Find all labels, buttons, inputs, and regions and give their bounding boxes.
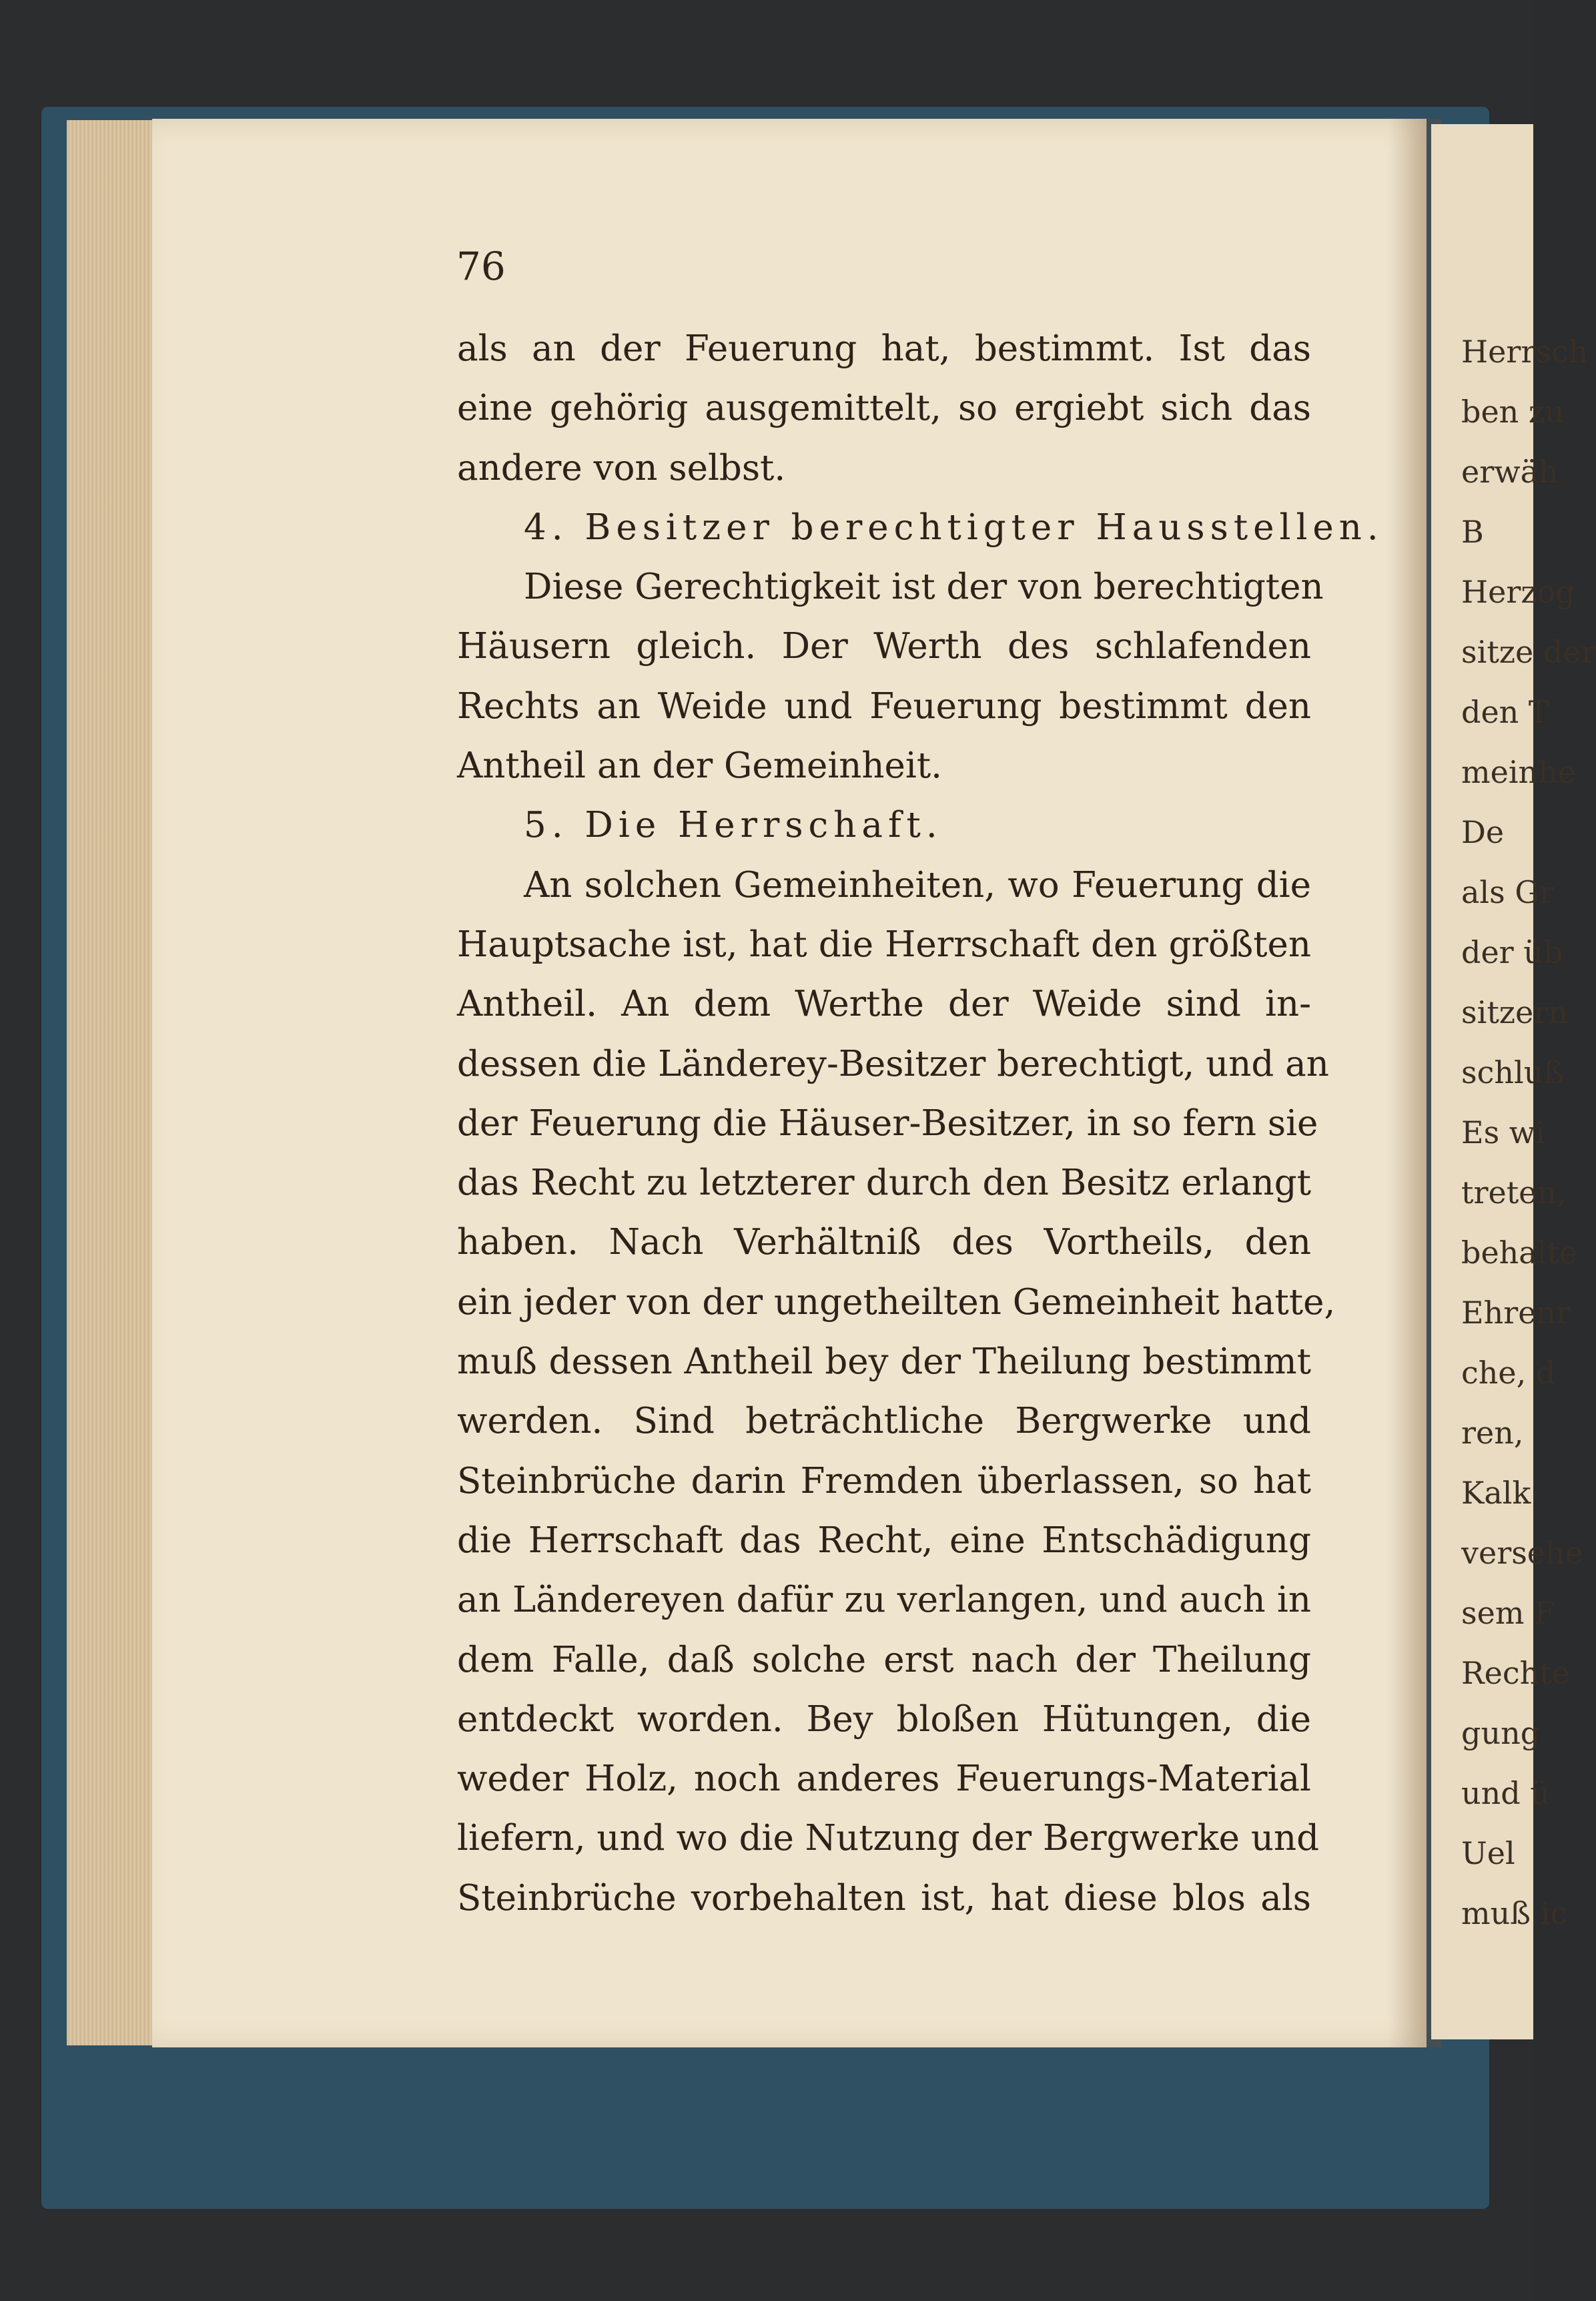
- text-line: an Ländereyen dafür zu verlangen, und auch in: [457, 1580, 1311, 1621]
- next-page-fragment: che, d: [1461, 1355, 1556, 1391]
- text-line: Antheil an der Gemeinheit.: [457, 745, 943, 787]
- next-page-fragment: De: [1461, 814, 1505, 850]
- next-page-fragment: der üb: [1461, 934, 1563, 970]
- text-line: Häusern gleich. Der Werth des schlafenden: [457, 626, 1311, 667]
- text-line: An solchen Gemeinheiten, wo Feuerung die: [524, 864, 1311, 906]
- next-page-fragment: erwäh: [1461, 454, 1559, 490]
- next-page-fragment: ren,: [1461, 1415, 1524, 1451]
- next-page-fragment: Uel: [1461, 1835, 1515, 1871]
- next-page-fragment: und ü: [1461, 1775, 1550, 1811]
- text-line: als an der Feuerung hat, bestimmt. Ist das: [457, 328, 1311, 369]
- page-text: [457, 319, 1384, 1928]
- next-page-fragment: B: [1461, 514, 1484, 550]
- next-page-fragment: Es wi: [1461, 1114, 1545, 1150]
- next-page-fragment: Herrsch: [1461, 334, 1589, 370]
- section-heading: 4. Besitzer berechtigter Hausstellen.: [524, 507, 1384, 548]
- text-line: Hauptsache ist, hat die Herrschaft den größten: [457, 924, 1311, 965]
- text-line: die Herrschaft das Recht, eine Entschädigung: [457, 1520, 1311, 1561]
- next-page-fragment: sitzern: [1461, 994, 1568, 1030]
- text-line: Diese Gerechtigkeit ist der von berechtigten: [524, 567, 1324, 608]
- text-line: dem Falle, daß solche erst nach der Theilung: [457, 1639, 1311, 1680]
- next-page-fragment: treten,: [1461, 1175, 1567, 1211]
- text-line: Rechts an Weide und Feuerung bestimmt den: [457, 685, 1311, 727]
- text-line: das Recht zu letzterer durch den Besitz erlangt: [457, 1163, 1311, 1204]
- text-line: der Feuerung die Häuser-Besitzer, in so fern sie: [457, 1102, 1318, 1144]
- next-page-fragment: schluß: [1461, 1054, 1565, 1090]
- next-page-fragment: muß ic: [1461, 1895, 1568, 1931]
- next-page-fragment: sem F: [1461, 1595, 1555, 1631]
- next-page-fragment: Rechte: [1461, 1655, 1570, 1691]
- text-line: Antheil. An dem Werthe der Weide sind in-: [457, 984, 1311, 1025]
- text-line: Steinbrüche vorbehalten ist, hat diese blos als: [457, 1877, 1311, 1919]
- text-line: weder Holz, noch anderes Feuerungs-Material: [457, 1758, 1311, 1800]
- page-number: 76: [456, 244, 506, 289]
- next-page-fragment: als Gr: [1461, 874, 1555, 910]
- next-page-fragment: sitze der: [1461, 634, 1596, 670]
- text-line: Steinbrüche darin Fremden überlassen, so hat: [457, 1460, 1311, 1502]
- text-line: andere von selbst.: [457, 447, 786, 488]
- next-page-fragment: gung: [1461, 1715, 1541, 1751]
- next-page-fragment: behalte: [1461, 1235, 1578, 1271]
- text-line: eine gehörig ausgemittelt, so ergiebt sich das: [457, 388, 1311, 429]
- text-line: dessen die Länderey-Besitzer berechtigt, und an: [457, 1043, 1329, 1084]
- next-page-fragment: Kalk: [1461, 1475, 1531, 1511]
- text-line: werden. Sind beträchtliche Bergwerke und: [457, 1401, 1311, 1442]
- next-page-fragment: Herzog: [1461, 574, 1575, 610]
- text-line: entdeckt worden. Bey bloßen Hütungen, die: [457, 1698, 1311, 1740]
- next-page-fragment: den T: [1461, 694, 1549, 730]
- text-line: ein jeder von der ungetheilten Gemeinheit hatte,: [457, 1281, 1336, 1323]
- next-page-fragment: versehe: [1461, 1535, 1583, 1571]
- text-line: haben. Nach Verhältniß des Vortheils, den: [457, 1222, 1311, 1263]
- section-heading: 5. Die Herrschaft.: [524, 805, 943, 846]
- text-line: liefern, und wo die Nutzung der Bergwerke und: [457, 1818, 1320, 1859]
- page-edges: [67, 120, 160, 2045]
- text-line: muß dessen Antheil bey der Theilung bestimmt: [457, 1341, 1311, 1383]
- next-page-fragment: ben zu: [1461, 394, 1565, 430]
- next-page-fragment: meinhe: [1461, 754, 1577, 790]
- next-page-fragment: Ehrenr: [1461, 1295, 1571, 1331]
